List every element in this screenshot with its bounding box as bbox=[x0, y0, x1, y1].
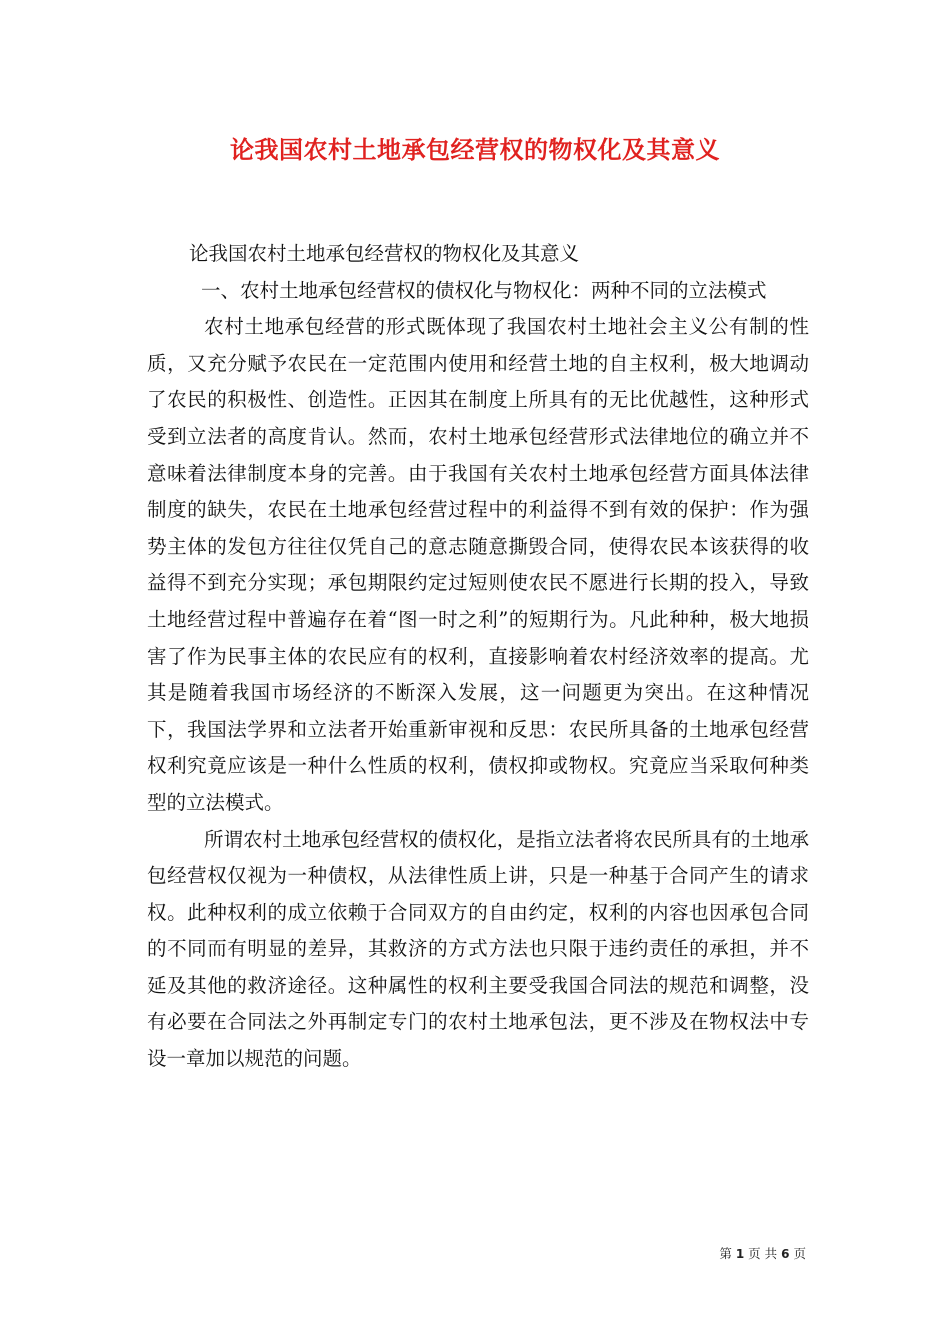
footer-total-pages: 6 bbox=[781, 1247, 790, 1261]
document-body bbox=[147, 236, 809, 1078]
footer-page-number: 1 bbox=[735, 1247, 745, 1261]
section-heading: 一、农村土地承包经营权的债权化与物权化：两种不同的立法模式 bbox=[201, 278, 767, 302]
page-footer bbox=[0, 1245, 806, 1263]
footer-suffix: 页 bbox=[793, 1246, 806, 1261]
footer-prefix: 第 bbox=[719, 1246, 732, 1261]
document-subtitle: 论我国农村土地承包经营权的物权化及其意义 bbox=[189, 242, 580, 265]
body-paragraph-2: 所谓农村土地承包经营权的债权化，是指立法者将农民所具有的土地承包经营权仅视为一种债权，从法律性质上讲，只是一种基于合同产生的请求权。此种权利的成立依赖于合同双方的自由约定，权利的内容也因承包合同的不同而有明显的差异，其救济的方式方法也只限于违约责任的承担，并不延及其他的救济途径。这种属性的权利主要受我国合同法的规范和调整，没有必要在合同法之外再制定专门的农村土地承包法，更不涉及在物权法中专设一章加以规范的问题。 bbox=[147, 827, 809, 1071]
document-title: 论我国农村土地承包经营权的物权化及其意义 bbox=[230, 135, 720, 164]
body-paragraph-1: 农村土地承包经营的形式既体现了我国农村土地社会主义公有制的性质，又充分赋予农民在一定范围内使用和经营土地的自主权利，极大地调动了农民的积极性、创造性。正因其在制度上所具有的无比优越性，这种形式受到立法者的高度肯认。然而，农村土地承包经营形式法律地位的确立并不意味着法律制度本身的完善。由于我国有关农村土地承包经营方面具体法律制度的缺失，农民在土地承包经营过程中的利益得不到有效的保护：作为强势主体的发包方往往仅凭自己的意志随意撕毁合同，使得农民本该获得的收益得不到充分实现；承包期限约定过短则使农民不愿进行长期的投入，导致土地经营过程中普遍存在着“图一时之利”的短期行为。凡此种种，极大地损害了作为民事主体的农民应有的权利，直接影响着农村经济效率的提高。尤其是随着我国市场经济的不断深入发展，这一问题更为突出。在这种情况下，我国法学界和立法者开始重新审视和反思：农民所具备的土地承包经营权利究竟应该是一种什么性质的权利，债权抑或物权。究竟应当采取何种类型的立法模式。 bbox=[147, 315, 809, 814]
footer-middle: 页 共 bbox=[748, 1246, 778, 1261]
